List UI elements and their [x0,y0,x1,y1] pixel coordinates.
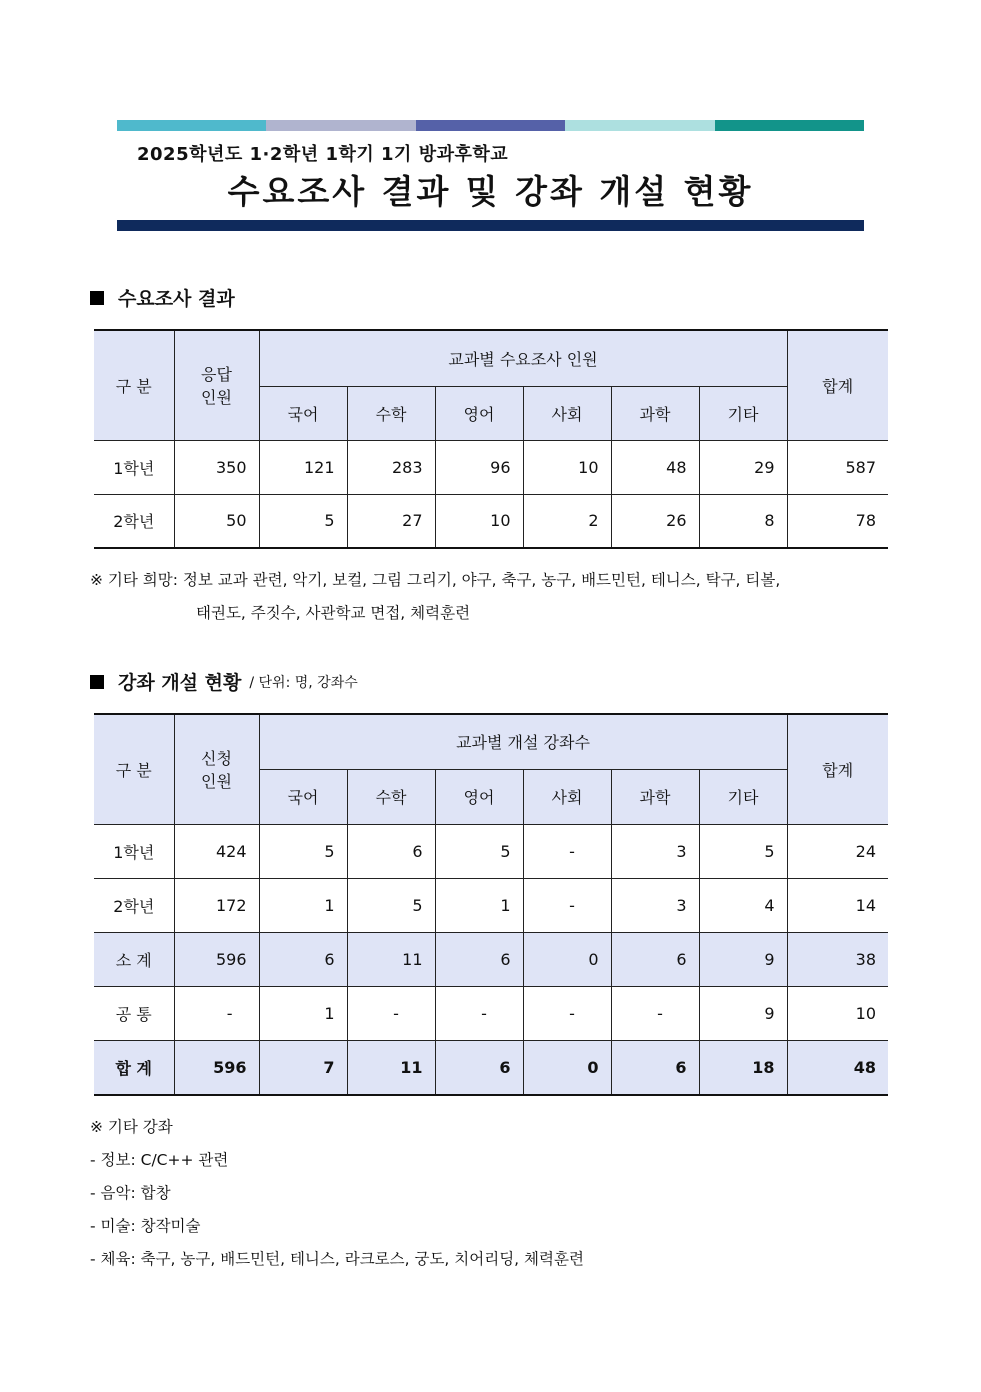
col-header-total: 합계 [787,330,888,440]
cell-total: 14 [787,878,888,932]
cell-value: 6 [435,932,523,986]
cell-total: 38 [787,932,888,986]
row-label: 소 계 [94,932,174,986]
cell-value: 5 [699,824,787,878]
survey-note-line1: ※ 기타 희망: 정보 교과 관련, 악기, 보컬, 그림 그리기, 야구, 축구, 농구, 배드민턴, 테니스, 탁구, 티볼, [90,571,781,589]
cell-total: 587 [787,440,888,494]
cell-value: 18 [699,1040,787,1095]
document-title: 수요조사 결과 및 강좌 개설 현황 [227,172,754,211]
cell-value: - [523,824,611,878]
cell-total: 78 [787,494,888,548]
subject-header-other: 기타 [699,769,787,824]
cell-value: 3 [611,878,699,932]
applicants-label-line2: 인원 [201,772,232,792]
table-row [94,824,888,878]
col-header-applicants [174,714,259,824]
col-header-category: 구 분 [94,714,174,824]
cell-value: 5 [347,878,435,932]
cell-count: 596 [174,932,259,986]
row-label: 1학년 [94,824,174,878]
courses-heading-text: 강좌 개설 현황 [118,672,242,694]
cell-total: 10 [787,986,888,1040]
cell-count: 424 [174,824,259,878]
cell-value: 26 [611,494,699,548]
courses-unit-label: / 단위: 명, 강좌수 [249,674,358,691]
courses-note-item: - 체육: 축구, 농구, 배드민턴, 테니스, 라크로스, 궁도, 치어리딩, 체력훈련 [90,1250,584,1268]
respondents-label-line1: 응답 [201,365,232,385]
color-bar-segment-5 [715,120,864,131]
cell-value: 11 [347,1040,435,1095]
survey-section-heading [90,284,235,311]
survey-note-line2: 태권도, 주짓수, 사관학교 면접, 체력훈련 [196,604,471,622]
survey-header-row-1 [94,330,888,386]
cell-value: 0 [523,932,611,986]
cell-value: 121 [259,440,347,494]
cell-value: 4 [699,878,787,932]
cell-value: 5 [259,494,347,548]
square-bullet-icon [90,291,104,305]
cell-value: 1 [259,878,347,932]
col-header-total: 합계 [787,714,888,824]
cell-value: 1 [435,878,523,932]
row-label: 1학년 [94,440,174,494]
col-header-respondents [174,330,259,440]
table-row [94,878,888,932]
cell-value: - [523,986,611,1040]
color-bar-segment-2 [266,120,415,131]
cell-value: 5 [435,824,523,878]
document-subtitle: 2025학년도 1·2학년 1학기 1기 방과후학교 [137,144,509,165]
cell-value: 96 [435,440,523,494]
subject-header-math: 수학 [347,386,435,440]
cell-value: 29 [699,440,787,494]
col-header-subject-group: 교과별 수요조사 인원 [259,330,787,386]
subject-header-science: 과학 [611,386,699,440]
cell-value: 10 [523,440,611,494]
cell-count: 350 [174,440,259,494]
cell-total: 48 [787,1040,888,1095]
subject-header-english: 영어 [435,769,523,824]
cell-value: 48 [611,440,699,494]
subject-header-math: 수학 [347,769,435,824]
courses-note-title: ※ 기타 강좌 [90,1118,173,1136]
cell-value: 8 [699,494,787,548]
col-header-subject-group: 교과별 개설 강좌수 [259,714,787,769]
row-label: 공 통 [94,986,174,1040]
title-underline [117,220,864,231]
table-row-grand-total [94,1040,888,1095]
courses-section-heading [90,668,358,695]
subject-header-korean: 국어 [259,386,347,440]
survey-heading-text: 수요조사 결과 [118,288,235,310]
cell-value: 27 [347,494,435,548]
cell-value: 1 [259,986,347,1040]
row-label: 합 계 [94,1040,174,1095]
cell-value: 6 [435,1040,523,1095]
subject-header-english: 영어 [435,386,523,440]
table-row [94,440,888,494]
square-bullet-icon [90,675,104,689]
cell-count: 50 [174,494,259,548]
cell-count: - [174,986,259,1040]
courses-note-item: - 미술: 창작미술 [90,1217,201,1235]
subject-header-other: 기타 [699,386,787,440]
row-label: 2학년 [94,878,174,932]
cell-value: 7 [259,1040,347,1095]
cell-value: 6 [611,1040,699,1095]
cell-value: 5 [259,824,347,878]
cell-value: - [523,878,611,932]
table-row-common [94,986,888,1040]
cell-value: - [347,986,435,1040]
header-color-bar [117,120,864,131]
cell-value: 6 [347,824,435,878]
cell-value: 11 [347,932,435,986]
cell-total: 24 [787,824,888,878]
table-row-subtotal [94,932,888,986]
cell-value: 9 [699,932,787,986]
cell-value: 2 [523,494,611,548]
survey-results-table [94,329,888,549]
cell-value: 283 [347,440,435,494]
cell-value: 0 [523,1040,611,1095]
courses-header-row-1 [94,714,888,769]
courses-note-item: - 음악: 합창 [90,1184,171,1202]
cell-value: 6 [611,932,699,986]
cell-count: 596 [174,1040,259,1095]
cell-value: 6 [259,932,347,986]
cell-value: - [435,986,523,1040]
subject-header-korean: 국어 [259,769,347,824]
cell-value: - [611,986,699,1040]
subject-header-social: 사회 [523,386,611,440]
subject-header-science: 과학 [611,769,699,824]
table-row [94,494,888,548]
cell-value: 10 [435,494,523,548]
applicants-label-line1: 신청 [201,749,232,769]
cell-value: 9 [699,986,787,1040]
color-bar-segment-4 [565,120,714,131]
cell-count: 172 [174,878,259,932]
respondents-label-line2: 인원 [201,388,232,408]
subject-header-social: 사회 [523,769,611,824]
color-bar-segment-3 [416,120,565,131]
col-header-category: 구 분 [94,330,174,440]
color-bar-segment-1 [117,120,266,131]
courses-table [94,713,888,1096]
row-label: 2학년 [94,494,174,548]
courses-note-item: - 정보: C/C++ 관련 [90,1151,229,1169]
cell-value: 3 [611,824,699,878]
